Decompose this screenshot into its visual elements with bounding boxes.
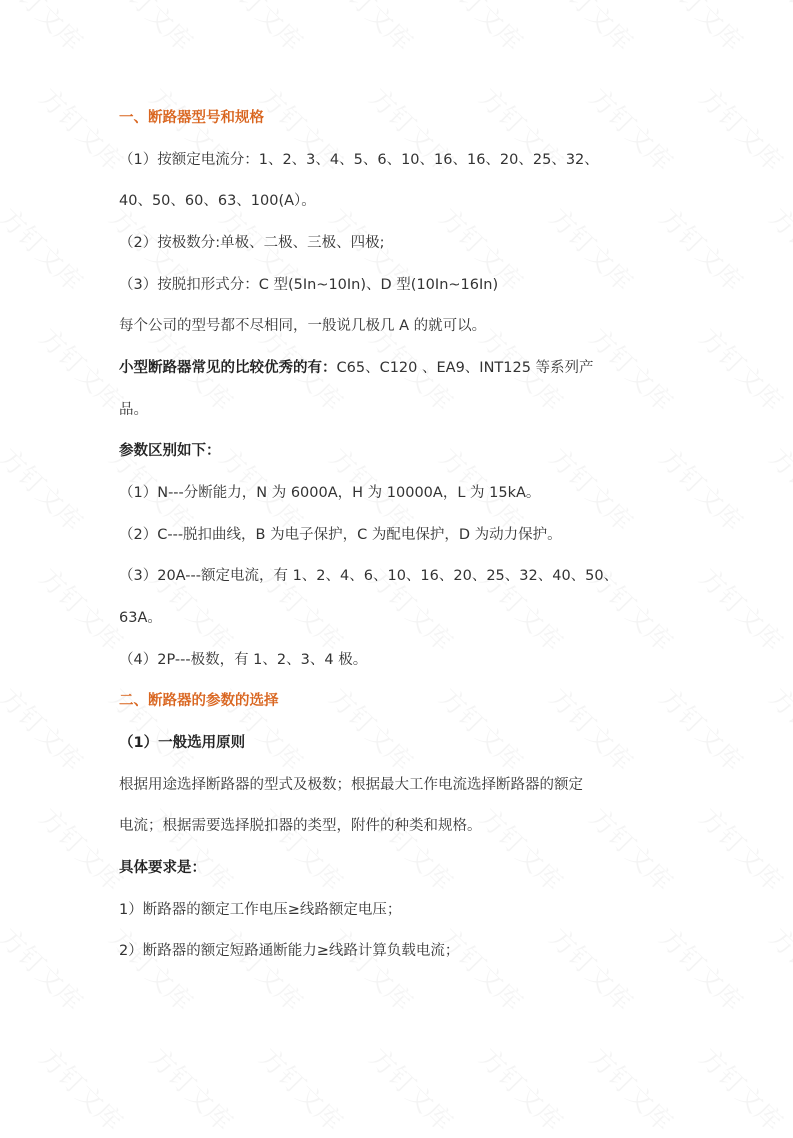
watermark-text	[692, 799, 792, 899]
watermark-text	[582, 1039, 682, 1138]
watermark-text	[32, 1039, 132, 1138]
watermark-text	[762, 919, 793, 1019]
watermark-text	[362, 799, 462, 899]
paragraph-line: 品。	[119, 402, 148, 418]
watermark-text	[362, 1039, 462, 1138]
section-heading-1: 一、断路器型号和规格	[119, 110, 264, 126]
watermark-text	[32, 799, 132, 899]
watermark-text	[0, 919, 92, 1019]
paragraph-line: （1）按额定电流分：1、2、3、4、5、6、10、16、16、20、25、32、	[119, 152, 599, 168]
watermark-text	[652, 0, 752, 58]
bold-label: 具体要求是：	[119, 860, 206, 876]
watermark-text	[542, 919, 642, 1019]
watermark-text	[32, 559, 132, 659]
paragraph-line: 电流；根据需要选择脱扣器的类型，附件的种类和规格。	[119, 818, 482, 834]
paragraph-line: （3）按脱扣形式分：C 型(5In~10In)、D 型(10In~16In)	[119, 277, 499, 293]
paragraph-line: （3）20A---额定电流，有 1、2、4、6、10、16、20、25、32、40、50、	[119, 568, 619, 584]
watermark-text	[252, 799, 352, 899]
watermark-text	[762, 679, 793, 779]
paragraph-line: 根据用途选择断路器的型式及极数；根据最大工作电流选择断路器的额定	[119, 777, 583, 793]
paragraph-line: 63A。	[119, 610, 162, 626]
watermark-text	[102, 919, 202, 1019]
watermark-text	[762, 0, 793, 58]
watermark-text	[762, 199, 793, 299]
watermark-text	[212, 0, 312, 58]
watermark-text	[472, 799, 572, 899]
watermark-text	[582, 799, 682, 899]
watermark-text	[432, 919, 532, 1019]
watermark-text	[0, 199, 92, 299]
bold-label: （1）一般选用原则	[119, 735, 246, 751]
paragraph-line: （4）2P---极数，有 1、2、3、4 极。	[119, 652, 368, 668]
paragraph-line: 每个公司的型号都不尽相同，一般说几极几 A 的就可以。	[119, 318, 487, 334]
watermark-text	[692, 1039, 792, 1138]
watermark-text	[652, 919, 752, 1019]
paragraph-line: 40、50、60、63、100(A）。	[119, 193, 316, 209]
paragraph-line	[119, 358, 594, 378]
watermark-text	[322, 0, 422, 58]
watermark-text	[322, 919, 422, 1019]
paragraph-line: （2）C---脱扣曲线，B 为电子保护，C 为配电保护，D 为动力保护。	[119, 527, 562, 543]
watermark-text	[652, 439, 752, 539]
watermark-text	[652, 679, 752, 779]
watermark-text	[432, 679, 532, 779]
watermark-text	[692, 79, 792, 179]
section-heading-2: 二、断路器的参数的选择	[119, 693, 279, 709]
watermark-text	[0, 439, 92, 539]
watermark-text	[542, 679, 642, 779]
watermark-text	[212, 919, 312, 1019]
watermark-text	[692, 319, 792, 419]
watermark-text	[582, 319, 682, 419]
watermark-text	[142, 799, 242, 899]
watermark-text	[32, 79, 132, 179]
watermark-text	[252, 1039, 352, 1138]
watermark-text	[0, 679, 92, 779]
watermark-text	[542, 439, 642, 539]
bold-lead: 小型断路器常见的比较优秀的有：	[119, 360, 337, 376]
watermark-text	[472, 1039, 572, 1138]
watermark-text	[542, 199, 642, 299]
paragraph-line: （2）按极数分:单极、二极、三极、四极;	[119, 235, 385, 251]
watermark-text	[762, 439, 793, 539]
watermark-text	[32, 319, 132, 419]
watermark-text	[322, 679, 422, 779]
watermark-text	[432, 0, 532, 58]
watermark-text	[652, 199, 752, 299]
paragraph-line: 1）断路器的额定工作电压≥线路额定电压；	[119, 902, 402, 918]
line-text: C65、C120 、EA9、INT125 等系列产	[336, 360, 594, 376]
paragraph-line: 2）断路器的额定短路通断能力≥线路计算负载电流；	[119, 943, 460, 959]
watermark-text	[142, 1039, 242, 1138]
watermark-text	[692, 559, 792, 659]
watermark-text	[102, 0, 202, 58]
paragraph-line: （1）N---分断能力，N 为 6000A，H 为 10000A，L 为 15kA。	[119, 485, 541, 501]
watermark-text	[542, 0, 642, 58]
watermark-text	[0, 0, 92, 58]
bold-label: 参数区别如下：	[119, 443, 221, 459]
